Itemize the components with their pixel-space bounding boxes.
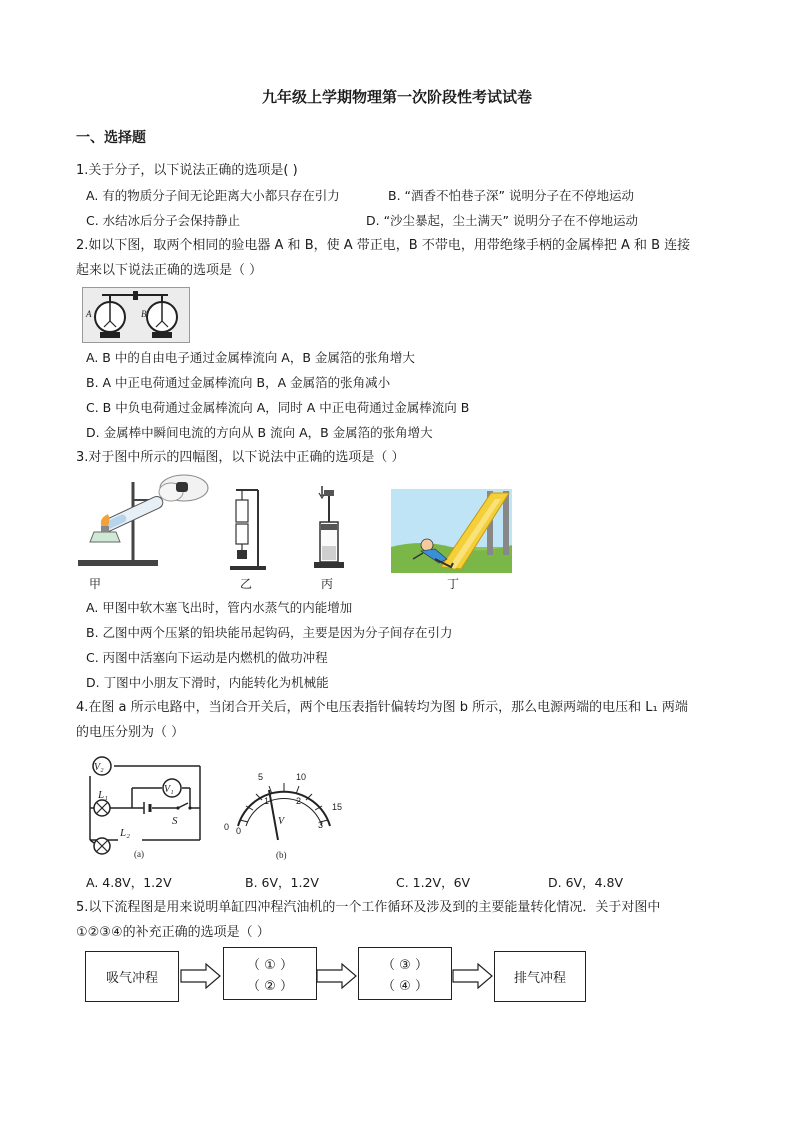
voltmeter-dial-b bbox=[220, 770, 348, 862]
q1-option-c[interactable]: C. 水结冰后分子会保持静止 bbox=[86, 213, 241, 228]
q2-option-c[interactable]: C. B 中负电荷通过金属棒流向 A，同时 A 中正电荷通过金属棒流向 B bbox=[86, 400, 470, 415]
voltmeter-v1-label: V₁ bbox=[164, 784, 174, 795]
figure-bing-piston bbox=[308, 484, 348, 572]
figure-label-ding: 丁 bbox=[447, 577, 460, 591]
flow-box-3-item-4: （ ④ ） bbox=[382, 978, 428, 994]
q3-option-a[interactable]: A. 甲图中软木塞飞出时，管内水蒸气的内能增加 bbox=[86, 600, 353, 615]
lamp-l2-label: L₂ bbox=[120, 827, 130, 839]
flow-arrow-2 bbox=[316, 963, 358, 989]
flow-box-2-item-2: （ ② ） bbox=[247, 978, 293, 994]
circuit-caption-a: (a) bbox=[134, 849, 144, 859]
figure-ding-slide bbox=[391, 489, 512, 573]
flow-arrow-1 bbox=[180, 963, 222, 989]
q5-stem-line2: ①②③④的补充正确的选项是（ ） bbox=[76, 925, 270, 940]
figure-label-bing: 丙 bbox=[321, 577, 334, 591]
q4-option-b[interactable]: B. 6V，1.2V bbox=[245, 875, 319, 890]
q3-option-b[interactable]: B. 乙图中两个压紧的铅块能吊起钩码，主要是因为分子间存在引力 bbox=[86, 625, 453, 640]
dial-unit-v: V bbox=[278, 816, 285, 827]
flow-box-3-item-3: （ ③ ） bbox=[382, 957, 428, 973]
flow-box-exhaust-label: 排气冲程 bbox=[513, 971, 566, 986]
q5-stem-line1: 5.以下流程图是用来说明单缸四冲程汽油机的一个工作循环及涉及到的主要能量转化情况．关于对图中 bbox=[76, 900, 661, 915]
flow-box-intake-label: 吸气冲程 bbox=[105, 971, 158, 986]
q1-stem: 1.关于分子，以下说法正确的选项是( ) bbox=[76, 163, 298, 178]
q2-option-d[interactable]: D. 金属棒中瞬间电流的方向从 B 流向 A，B 金属箔的张角增大 bbox=[86, 425, 433, 440]
q2-stem-line2: 起来以下说法正确的选项是（ ） bbox=[76, 263, 263, 278]
figure-label-jia: 甲 bbox=[89, 577, 102, 591]
dial-tick-bottom-0: 0 bbox=[236, 826, 242, 836]
q3-option-d[interactable]: D. 丁图中小朋友下滑时，内能转化为机械能 bbox=[86, 675, 329, 690]
q1-option-a[interactable]: A. 有的物质分子间无论距离大小都只存在引力 bbox=[86, 188, 340, 203]
dial-tick-bottom-3: 3 bbox=[318, 820, 324, 830]
figure-jia-test-tube bbox=[76, 470, 211, 572]
q2-option-b[interactable]: B. A 中正电荷通过金属棒流向 B，A 金属箔的张角减小 bbox=[86, 375, 391, 390]
q4-stem-line1: 4.在图 a 所示电路中，当闭合开关后，两个电压表指针偏转均为图 b 所示，那么电源两端的电压和 L₁ 两端 bbox=[76, 700, 688, 715]
lamp-l1-label: L₁ bbox=[98, 789, 108, 801]
q2-stem-line1: 2.如以下图，取两个相同的验电器 A 和 B，使 A 带正电，B 不带电，用带绝缘手柄的金属棒把 A 和 B 连接 bbox=[76, 238, 691, 253]
section-heading: 一、选择题 bbox=[76, 130, 146, 146]
q3-stem: 3.对于图中所示的四幅图，以下说法中正确的选项是（ ） bbox=[76, 450, 405, 465]
figure-yi-lead-blocks bbox=[228, 488, 268, 572]
circuit-diagram-a bbox=[80, 754, 208, 862]
q4-option-d[interactable]: D. 6V，4.8V bbox=[548, 875, 624, 890]
q2-option-a[interactable]: A. B 中的自由电子通过金属棒流向 A，B 金属箔的张角增大 bbox=[86, 350, 415, 365]
q1-option-b[interactable]: B. “酒香不怕巷子深” 说明分子在不停地运动 bbox=[388, 188, 634, 203]
q1-option-d[interactable]: D. “沙尘暴起，尘土满天” 说明分子在不停地运动 bbox=[366, 213, 638, 228]
dial-caption-b: (b) bbox=[276, 850, 287, 860]
dial-tick-top-15: 15 bbox=[332, 802, 343, 812]
dial-tick-bottom-1: 1 bbox=[264, 796, 270, 806]
q4-option-c[interactable]: C. 1.2V，6V bbox=[396, 875, 471, 890]
electroscope-figure bbox=[82, 287, 190, 343]
flow-box-exhaust bbox=[494, 951, 586, 1002]
q4-option-a[interactable]: A. 4.8V，1.2V bbox=[86, 875, 172, 890]
figure-label-yi: 乙 bbox=[240, 577, 253, 591]
electroscope-label-a: A bbox=[86, 309, 92, 319]
flow-arrow-3 bbox=[452, 963, 494, 989]
flow-box-intake bbox=[85, 951, 179, 1002]
flow-box-2 bbox=[223, 947, 317, 1000]
switch-s-label: S bbox=[172, 815, 178, 827]
flow-box-3 bbox=[358, 947, 452, 1000]
dial-tick-top-5: 5 bbox=[258, 772, 264, 782]
dial-tick-bottom-2: 2 bbox=[296, 796, 302, 806]
flow-box-2-item-1: （ ① ） bbox=[247, 957, 293, 973]
page-title: 九年级上学期物理第一次阶段性考试试卷 bbox=[261, 88, 532, 106]
electroscope-label-b: B bbox=[141, 309, 147, 319]
q4-stem-line2: 的电压分别为（ ） bbox=[76, 725, 185, 740]
dial-tick-top-10: 10 bbox=[296, 772, 307, 782]
q3-option-c[interactable]: C. 丙图中活塞向下运动是内燃机的做功冲程 bbox=[86, 650, 328, 665]
voltmeter-v2-label: V₂ bbox=[94, 762, 104, 773]
dial-tick-top-0: 0 bbox=[224, 822, 230, 832]
